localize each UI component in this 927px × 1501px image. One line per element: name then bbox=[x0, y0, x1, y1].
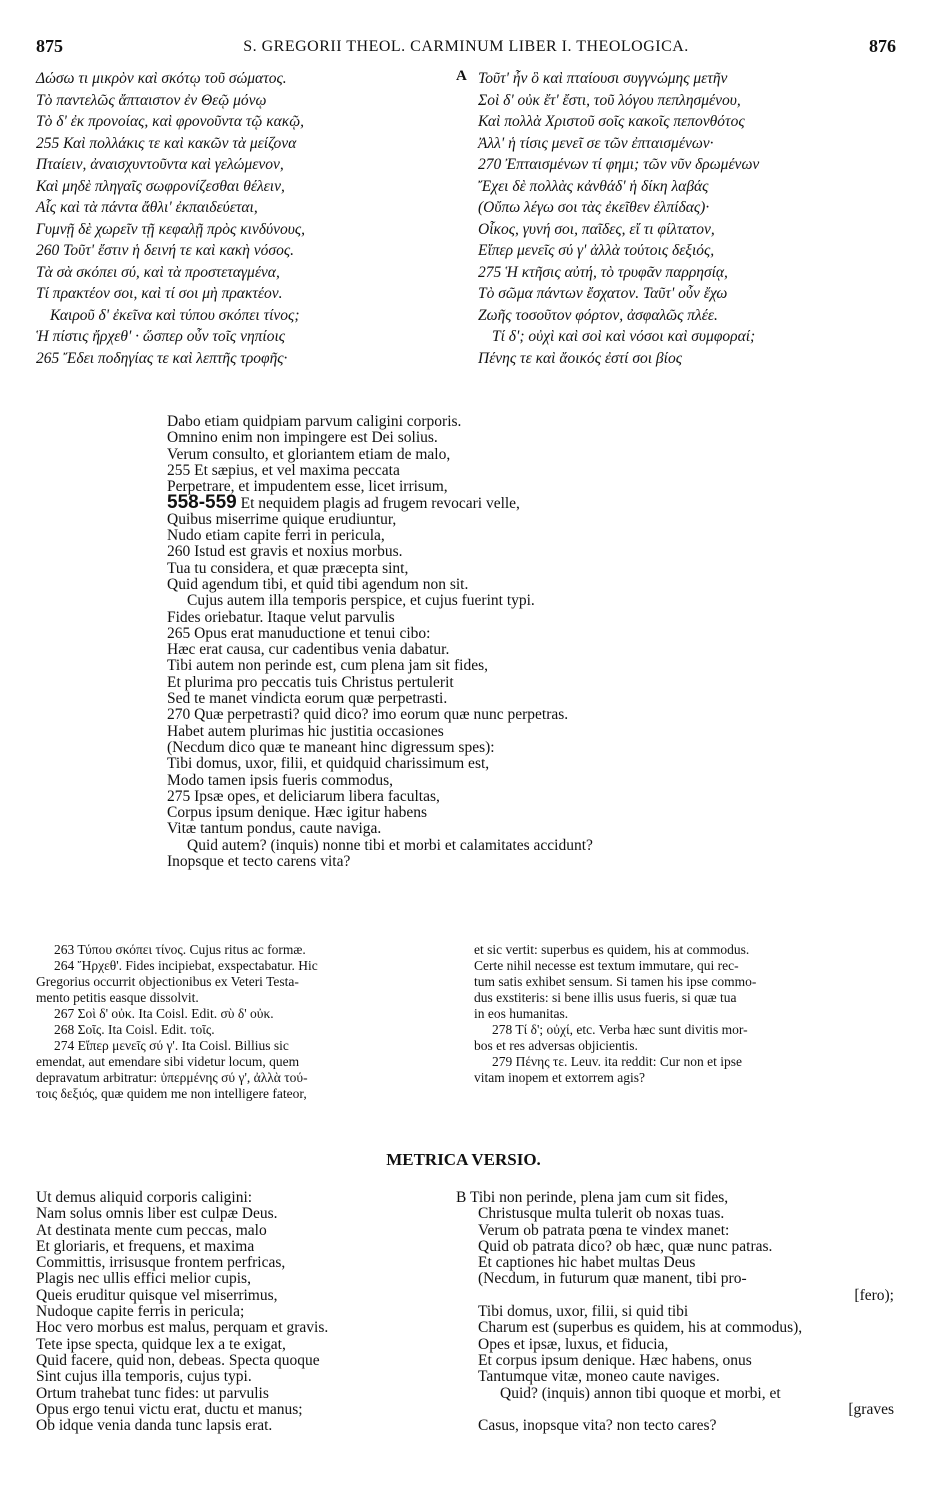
greek-line: Τὸ παντελῶς ἄπταιστον ἐν Θεῷ μόνῳ bbox=[36, 91, 267, 109]
greek-line: Ἀλλ' ἡ τίσις μενεῖ σε τῶν ἐπταισμένων· bbox=[478, 134, 714, 152]
page-number-right: 876 bbox=[869, 36, 896, 56]
column-marker-b: B bbox=[456, 1189, 467, 1206]
verse-line: Ob idque venia danda tunc lapsis erat. bbox=[36, 1417, 273, 1435]
greek-line: 255 Καὶ πολλάκις τε καὶ κακῶν τὰ μείζονα bbox=[36, 134, 297, 152]
footnote-line: tum satis exhibet sensum. Si tamen his ipse commo- bbox=[474, 974, 757, 989]
greek-line: Γυμνῇ δὲ χωρεῖν τῇ κεφαλῇ πρὸς κινδύνους, bbox=[36, 220, 306, 238]
metrica-versio-right bbox=[456, 1190, 906, 1434]
greek-line: Τοῦτ' ἦν ὃ καὶ πταίουσι συγγνώμης μετῆν bbox=[478, 70, 728, 87]
greek-line: 275 Ἡ κτῆσις αὐτή, τὸ τρυφᾶν παρρησίᾳ, bbox=[478, 263, 728, 281]
verse-line: Hoc vero morbus est malus, perquam et gravis. bbox=[36, 1319, 329, 1337]
greek-line: Ἔχει δὲ πολλὰς κἀνθάδ' ἡ δίκη λαβάς bbox=[478, 177, 709, 195]
latin-line: (Necdum dico quæ te maneant hinc digressum spes): bbox=[167, 738, 495, 756]
latin-line: Modo tamen ipsis fueris commodus, bbox=[167, 771, 394, 789]
footnote-line: 278 Τί δ'; οὐχί, etc. Verba hæc sunt divitis mor- bbox=[492, 1022, 748, 1037]
verse-line-continuation: [graves bbox=[848, 1400, 894, 1418]
latin-line: 260 Istud est gravis et noxius morbus. bbox=[167, 543, 403, 561]
verse-line: Nam solus omnis liber est culpæ Deus. bbox=[36, 1205, 278, 1223]
greek-line: Εἴπερ μενεῖς σύ γ' ἀλλὰ τούτοις δεξιός, bbox=[478, 242, 715, 259]
verse-line: Quid ob patrata dico? ob hæc, quæ nunc patras. bbox=[478, 1237, 773, 1255]
footnote-line: 263 Τύπου σκόπει τίνος. Cujus ritus ac formæ. bbox=[54, 942, 306, 957]
greek-text-left bbox=[36, 68, 436, 369]
footnotes-left bbox=[36, 942, 448, 1102]
metrica-versio-left bbox=[36, 1190, 446, 1434]
greek-line: 270 Ἐπταισμένων τί φημι; τῶν νῦν δρωμένων bbox=[478, 156, 760, 173]
latin-line: 270 Quæ perpetrasti? quid dico? imo eorum quæ nunc perpetras. bbox=[167, 706, 569, 724]
latin-line: Tibi domus, uxor, filii, et quidquid charissimum est, bbox=[167, 755, 490, 773]
verse-line-with-marker bbox=[456, 1190, 906, 1206]
verse-line: Tantumque vitæ, moneo caute naviges. bbox=[478, 1368, 720, 1386]
footnotes-right bbox=[474, 942, 894, 1086]
greek-line: Τὰ σὰ σκόπει σύ, καὶ τὰ προστεταγμένα, bbox=[36, 263, 280, 281]
latin-line: Habet autem plurimas hic justitia occasiones bbox=[167, 722, 444, 740]
section-heading: METRICA VERSIO. bbox=[386, 1150, 541, 1169]
verse-line: Tete ipse specta, quidque lex a te exigat, bbox=[36, 1335, 286, 1353]
verse-line: At destinata mente cum peccas, malo bbox=[36, 1221, 267, 1239]
verse-line: (Necdum, in futurum quæ manent, tibi pro- bbox=[478, 1270, 747, 1288]
footnote-line: 264 Ἤρχεθ'. Fides incipiebat, exspectabatur. Hic bbox=[54, 958, 318, 973]
footnote-line: 274 Εἴπερ μενεῖς σύ γ'. Ita Coisl. Billius sic bbox=[54, 1038, 289, 1053]
latin-line: Cujus autem illa temporis perspice, et cujus fuerint typi. bbox=[187, 592, 535, 610]
footnote-line: in eos humanitas. bbox=[474, 1006, 569, 1021]
column-number-marker: 558-559 bbox=[167, 492, 237, 514]
greek-line: (Οὔπω λέγω σοι τὰς ἐκεῖθεν ἐλπίδας)· bbox=[478, 199, 710, 216]
footnote-line: emendat, aut emendare sibi videtur locum, quem bbox=[36, 1054, 300, 1069]
latin-line: Quid agendum tibi, et quid tibi agendum non sit. bbox=[167, 575, 469, 593]
verse-line-continuation: [fero); bbox=[854, 1286, 894, 1304]
latin-line: Corpus ipsum denique. Hæc igitur habens bbox=[167, 804, 428, 822]
verse-line: Committis, irrisusque frontem perfricas, bbox=[36, 1254, 286, 1272]
latin-line: 265 Opus erat manuductione et tenui cibo: bbox=[167, 624, 431, 642]
latin-line: Nudo etiam capite ferri in pericula, bbox=[167, 527, 385, 545]
verse-line: Et captiones hic habet multas Deus bbox=[478, 1254, 696, 1272]
greek-line: Τί δ'; οὐχὶ καὶ σοὶ καὶ νόσοι καὶ συμφοραί; bbox=[492, 328, 756, 345]
latin-line: Perpetrare, et impudentem esse, licet irrisum, bbox=[167, 478, 448, 496]
latin-line: Tibi autem non perinde est, cum plena jam sit fides, bbox=[167, 657, 488, 675]
running-title: S. GREGORII THEOL. CARMINUM LIBER I. THEOLOGICA. bbox=[243, 38, 689, 55]
footnote-line: vitam inopem et extorrem agis? bbox=[474, 1070, 645, 1085]
verse-line: Tibi domus, uxor, filii, si quid tibi bbox=[478, 1303, 689, 1321]
greek-line: Πένης τε καὶ ἄοικός ἐστί σοι βίος bbox=[478, 349, 682, 367]
latin-line: Inopsque et tecto carens vita? bbox=[167, 853, 351, 871]
verse-line: Opes et ipsæ, luxus, et fiducia, bbox=[478, 1335, 669, 1353]
verse-line-text: Tibi non perinde, plena jam cum sit fides, bbox=[469, 1189, 729, 1206]
greek-line: Τί πρακτέον σοι, καὶ τί σοι μὴ πρακτέον. bbox=[36, 285, 283, 302]
verse-line: Quid facere, quid non, debeas. Specta quoque bbox=[36, 1351, 320, 1369]
verse-line: Plagis nec ullis effici melior cupis, bbox=[36, 1270, 251, 1288]
latin-line: Quid autem? (inquis) nonne tibi et morbi et calamitates accidunt? bbox=[187, 836, 593, 854]
verse-line: Et corpus ipsum denique. Hæc habens, onus bbox=[478, 1351, 752, 1369]
verse-line: Opus ergo tenui victu erat, ductu et manus; bbox=[36, 1400, 303, 1418]
greek-line: Αἷς καὶ τὰ πάντα ἄθλι' ἐκπαιδεύεται, bbox=[36, 199, 258, 216]
footnote-line: 268 Σοῖς. Ita Coisl. Edit. τοῖς. bbox=[54, 1022, 215, 1037]
greek-line: Ζωῆς τοσοῦτον φόρτον, ἀσφαλῶς πλέε. bbox=[478, 306, 718, 324]
latin-line: Fides oriebatur. Itaque velut parvulis bbox=[167, 608, 395, 626]
latin-line: 255 Et sæpius, et vel maxima peccata bbox=[167, 461, 400, 479]
footnote-line: 279 Πένης τε. Leuv. ita reddit: Cur non et ipse bbox=[492, 1054, 742, 1069]
greek-line: 260 Τοῦτ' ἔστιν ἡ δεινή τε καὶ κακὴ νόσος. bbox=[36, 242, 294, 259]
latin-line: Sed te manet vindicta eorum quæ perpetrasti. bbox=[167, 690, 448, 708]
greek-line: 265 Ἔδει ποδηγίας τε καὶ λεπτῆς τροφῆς· bbox=[36, 349, 288, 367]
footnote-line: Certe nihil necesse est textum immutare, qui rec- bbox=[474, 958, 739, 973]
verse-line: Queis eruditur quisque vel miserrimus, bbox=[36, 1286, 278, 1304]
greek-line: Σοὶ δ' οὐκ ἔτ' ἔστι, τοῦ λόγου πεπλησμένου, bbox=[478, 91, 741, 109]
latin-line: Quibus miserrime quique erudiuntur, bbox=[167, 510, 397, 528]
verse-line: Verum ob patrata pœna te vindex manet: bbox=[478, 1221, 730, 1239]
footnote-line: τοις δεξιός, quæ quidem me non intelligere fateor, bbox=[36, 1086, 307, 1101]
greek-line: Πταίειν, ἀναισχυντοῦντα καὶ γελώμενον, bbox=[36, 156, 284, 173]
greek-line: Δώσω τι μικρὸν καὶ σκότῳ τοῦ σώματος. bbox=[36, 70, 287, 87]
verse-line: Charum est (superbus es quidem, his at commodus), bbox=[478, 1319, 803, 1337]
latin-translation bbox=[167, 414, 787, 870]
verse-line: Sint cujus illa temporis, cujus typi. bbox=[36, 1368, 252, 1386]
latin-line: 275 Ipsæ opes, et deliciarum libera facultas, bbox=[167, 787, 440, 805]
footnote-line: depravatum arbitratur: ὑπερμένης σύ γ', ἀλλὰ τού- bbox=[36, 1070, 308, 1085]
verse-line: Casus, inopsque vita? non tecto cares? bbox=[478, 1417, 717, 1435]
verse-line: Ortum trahebat tunc fides: ut parvulis bbox=[36, 1384, 269, 1402]
greek-line: Καὶ πολλὰ Χριστοῦ σοῖς κακοῖς πεπονθότος bbox=[478, 113, 745, 130]
verse-line: Ut demus aliquid corporis caligini: bbox=[36, 1189, 253, 1206]
latin-line: Et plurima pro peccatis tuis Christus pertulerit bbox=[167, 673, 454, 691]
verse-line: Quid? (inquis) annon tibi quoque et morbi, et bbox=[500, 1384, 781, 1402]
latin-line-text: Et nequidem plagis ad frugem revocari velle, bbox=[240, 495, 520, 513]
latin-line: Hæc erat causa, cur cadentibus venia dabatur. bbox=[167, 641, 450, 659]
latin-line: Dabo etiam quidpiam parvum caligini corporis. bbox=[167, 413, 462, 430]
footnote-line: bos et res adversas objicientis. bbox=[474, 1038, 638, 1053]
footnote-line: mento petitis easque dissolvit. bbox=[36, 990, 199, 1005]
greek-line: Καὶ μηδὲ πληγαῖς σωφρονίζεσθαι θέλειν, bbox=[36, 177, 285, 195]
verse-line: Christusque multa tulerit ob noxas tuas. bbox=[478, 1205, 725, 1223]
footnote-line: 267 Σοὶ δ' οὐκ. Ita Coisl. Edit. σὺ δ' οὐκ. bbox=[54, 1006, 274, 1021]
latin-line: Tua tu considera, et quæ præcepta sint, bbox=[167, 559, 409, 577]
running-header bbox=[36, 36, 896, 60]
greek-line: Οἶκος, γυνή σοι, παῖδες, εἴ τι φίλτατον, bbox=[478, 220, 715, 238]
latin-line: Verum consulto, et gloriantem etiam de malo, bbox=[167, 445, 451, 463]
page-number-left: 875 bbox=[36, 36, 63, 56]
greek-text-right bbox=[478, 68, 908, 369]
footnote-line: dus exstiteris: si bene illis usus fueris, si quæ tua bbox=[474, 990, 737, 1005]
verse-line: Et gloriaris, et frequens, et maxima bbox=[36, 1237, 255, 1255]
latin-line: Omnino enim non impingere est Dei solius. bbox=[167, 429, 438, 447]
verse-line: Nudoque capite ferris in pericula; bbox=[36, 1303, 245, 1321]
greek-line: Τὸ σῶμα πάντων ἔσχατον. Ταῦτ' οὖν ἔχω bbox=[478, 285, 728, 302]
latin-line-with-marker bbox=[167, 492, 787, 514]
footnote-line: Gregorius occurrit objectionibus ex Veteri Testa- bbox=[36, 974, 299, 989]
footnote-line: et sic vertit: superbus es quidem, his at commodus. bbox=[474, 942, 750, 957]
greek-line: Καιροῦ δ' ἐκεῖνα καὶ τύπου σκόπει τίνος; bbox=[50, 306, 300, 324]
latin-line: Vitæ tantum pondus, caute naviga. bbox=[167, 820, 382, 838]
greek-line: Ἡ πίστις ἤρχεθ' · ὥσπερ οὖν τοῖς νηπίοις bbox=[36, 328, 286, 345]
greek-line: Τὸ δ' ἐκ προνοίας, καὶ φρονοῦντα τῷ κακῷ, bbox=[36, 113, 305, 130]
column-marker-a: A bbox=[456, 68, 467, 84]
